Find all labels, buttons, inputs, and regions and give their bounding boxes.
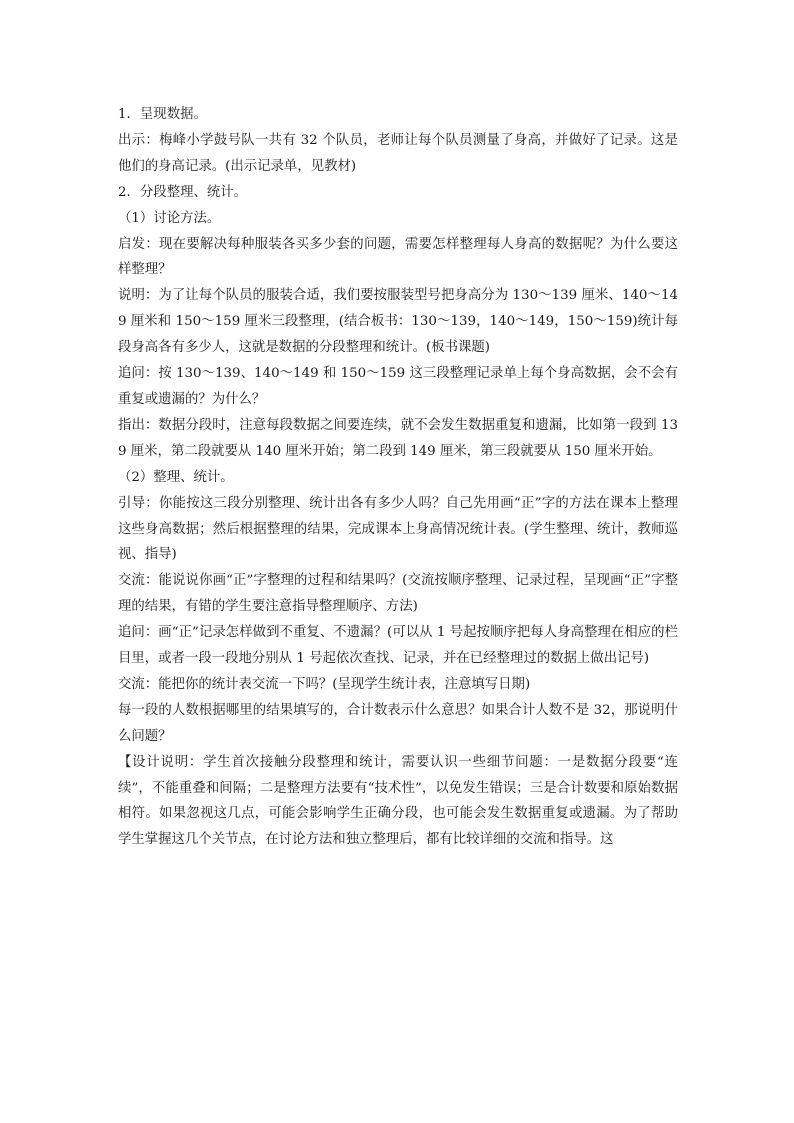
paragraph-subheading-2: （2）整理、统计。 xyxy=(118,469,234,485)
paragraph-inspire: 启发：现在要解决每种服装各买多少套的问题，需要怎样整理每人身高的数据呢？为什么要这样整理？ xyxy=(118,236,678,278)
document-body xyxy=(118,102,678,853)
paragraph-question: 每一段的人数根据哪里的结果填写的，合计数表示什么意思？如果合计人数不是 32，那说明什么问题？ xyxy=(118,702,678,744)
paragraph-guide: 引导：你能按这三段分别整理、统计出各有多少人吗？自己先用画“正”字的方法在课本上整理这些身高数据；然后根据整理的结果，完成课本上身高情况统计表。(学生整理、统计，教师巡视、指导) xyxy=(118,495,678,563)
paragraph-explain: 说明：为了让每个队员的服装合适，我们要按服装型号把身高分为 130～139 厘米、140～149 厘米和 150～159 厘米三段整理，(结合板书：130～139，140～149，150～159)统计每段身高各有多少人，这就是数据的分段整理和统计。(板书课题) xyxy=(118,288,678,356)
paragraph-subheading-1: （1）讨论方法。 xyxy=(118,210,221,226)
paragraph-design-note: 【设计说明：学生首次接触分段整理和统计，需要认识一些细节问题：一是数据分段要“连续”，不能重叠和间隔；二是整理方法要有“技术性”，以免发生错误；三是合计数要和原始数据相符。如果忽视这几点，可能会影响学生正确分段，也可能会发生数据重复或遗漏。为了帮助学生掌握这几个关节点，在讨论方法和独立整理后，都有比较详细的交流和指导。这 xyxy=(118,754,678,848)
paragraph-follow-up-1: 追问：按 130～139、140～149 和 150～159 这三段整理记录单上每个身高数据，会不会有重复或遗漏的？为什么？ xyxy=(118,366,678,407)
paragraph-point-out: 指出：数据分段时，注意每段数据之间要连续，就不会发生数据重复和遗漏，比如第一段到 139 厘米，第二段就要从 140 厘米开始；第二段到 149 厘米，第三段就要从 150 厘米开始。 xyxy=(118,417,678,459)
paragraph-heading-2: 2．分段整理、统计。 xyxy=(118,184,248,200)
paragraph-exchange-2: 交流：能把你的统计表交流一下吗？(呈现学生统计表，注意填写日期) xyxy=(118,676,531,692)
paragraph-heading-1: 1．呈现数据。 xyxy=(118,107,207,122)
paragraph-follow-up-2: 追问：画“正”记录怎样做到不重复、不遗漏？(可以从 1 号起按顺序把每人身高整理在相应的栏目里，或者一段一段地分别从 1 号起依次查找、记录，并在已经整理过的数据上做出记号) xyxy=(118,625,678,667)
paragraph-show-data: 出示：梅峰小学鼓号队一共有 32 个队员，老师让每个队员测量了身高，并做好了记录。这是他们的身高记录。(出示记录单，见教材) xyxy=(118,132,678,174)
paragraph-exchange-1: 交流：能说说你画“正”字整理的过程和结果吗？(交流按顺序整理、记录过程，呈现画“正”字整理的结果，有错的学生要注意指导整理顺序、方法) xyxy=(118,573,678,615)
